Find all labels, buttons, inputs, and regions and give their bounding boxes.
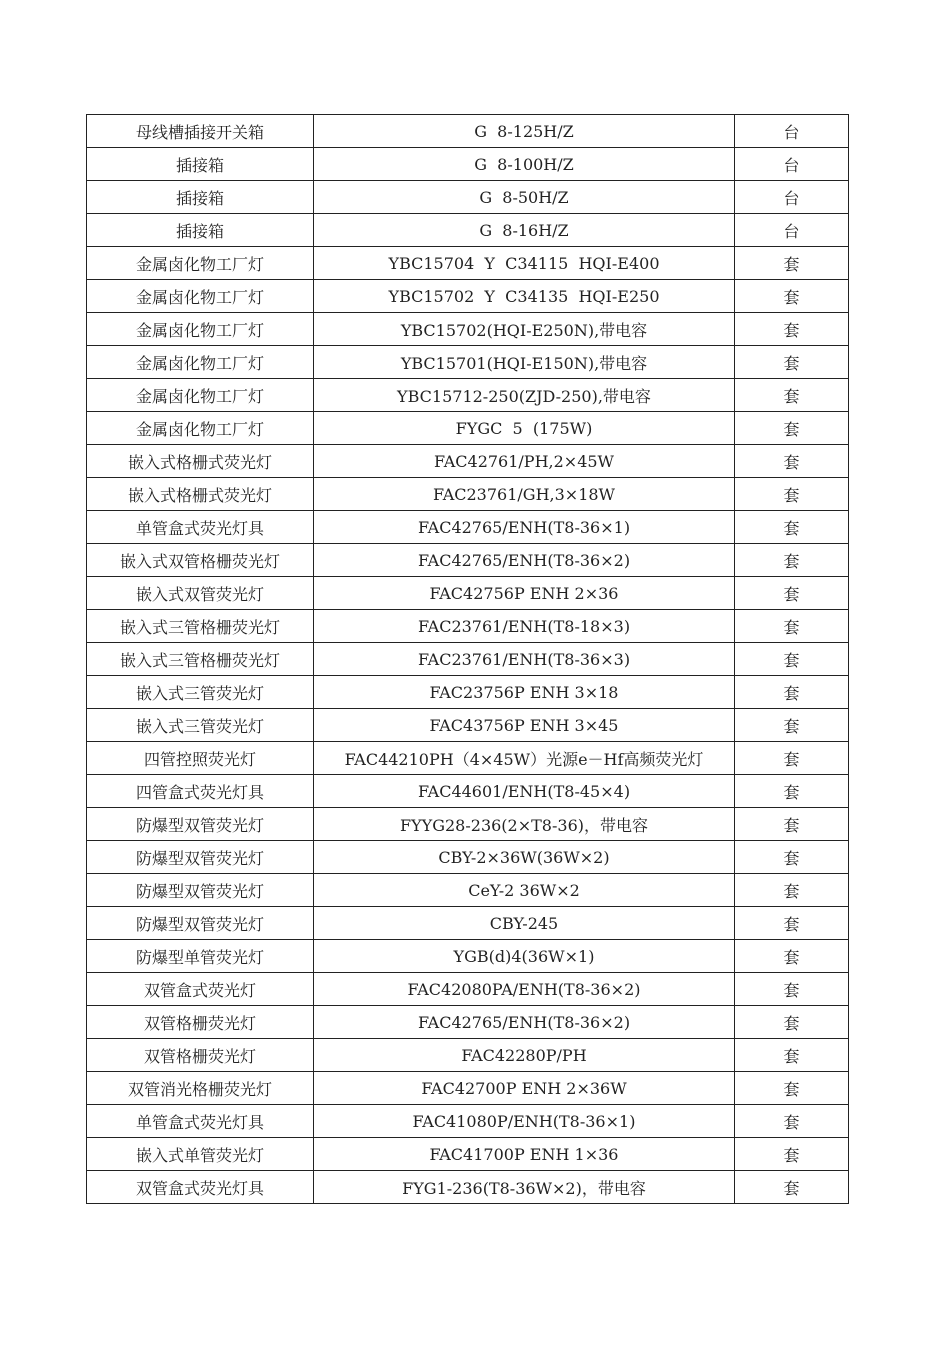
table-row — [87, 247, 849, 280]
model-spec-cell: FAC44601/ENH(T8-45×4) — [314, 775, 735, 808]
table-row — [87, 1006, 849, 1039]
unit-cell: 套 — [735, 643, 849, 676]
model-spec-cell: FAC42765/ENH(T8-36×1) — [314, 511, 735, 544]
model-spec-cell: FAC42756P ENH 2×36 — [314, 577, 735, 610]
item-name-cell: 嵌入式三管格栅荧光灯 — [87, 610, 314, 643]
table-row — [87, 1171, 849, 1204]
table-row — [87, 676, 849, 709]
item-name-cell: 嵌入式格栅式荧光灯 — [87, 445, 314, 478]
item-name-cell: 双管格栅荧光灯 — [87, 1006, 314, 1039]
table-row — [87, 1039, 849, 1072]
item-name-cell: 嵌入式双管格栅荧光灯 — [87, 544, 314, 577]
unit-cell: 套 — [735, 973, 849, 1006]
model-spec-cell: CBY-245 — [314, 907, 735, 940]
model-spec-cell: FAC44210PH（4×45W）光源e－Hf高频荧光灯 — [314, 742, 735, 775]
model-spec-cell: CeY-2 36W×2 — [314, 874, 735, 907]
unit-cell: 套 — [735, 1105, 849, 1138]
unit-cell: 套 — [735, 1072, 849, 1105]
item-name-cell: 防爆型双管荧光灯 — [87, 808, 314, 841]
table-row — [87, 1105, 849, 1138]
model-spec-cell: FAC42700P ENH 2×36W — [314, 1072, 735, 1105]
model-spec-cell: YBC15702 Y C34135 HQI-E250 — [314, 280, 735, 313]
item-name-cell: 金属卤化物工厂灯 — [87, 379, 314, 412]
table-row — [87, 412, 849, 445]
model-spec-cell: FYG1-236(T8-36W×2)，带电容 — [314, 1171, 735, 1204]
unit-cell: 套 — [735, 247, 849, 280]
unit-cell: 套 — [735, 940, 849, 973]
item-name-cell: 嵌入式三管荧光灯 — [87, 709, 314, 742]
item-name-cell: 插接箱 — [87, 214, 314, 247]
model-spec-cell: YBC15701(HQI-E150N),带电容 — [314, 346, 735, 379]
item-name-cell: 双管消光格栅荧光灯 — [87, 1072, 314, 1105]
model-spec-cell: FAC23761/ENH(T8-36×3) — [314, 643, 735, 676]
unit-cell: 套 — [735, 1039, 849, 1072]
table-row — [87, 280, 849, 313]
table-row — [87, 709, 849, 742]
unit-cell: 套 — [735, 445, 849, 478]
item-name-cell: 金属卤化物工厂灯 — [87, 313, 314, 346]
unit-cell: 套 — [735, 379, 849, 412]
model-spec-cell: FAC41080P/ENH(T8-36×1) — [314, 1105, 735, 1138]
unit-cell: 套 — [735, 1006, 849, 1039]
model-spec-cell: FYYG28-236(2×T8-36)，带电容 — [314, 808, 735, 841]
item-name-cell: 防爆型双管荧光灯 — [87, 874, 314, 907]
model-spec-cell: FAC42280P/PH — [314, 1039, 735, 1072]
unit-cell: 套 — [735, 346, 849, 379]
model-spec-cell: FAC42765/ENH(T8-36×2) — [314, 544, 735, 577]
item-name-cell: 防爆型双管荧光灯 — [87, 907, 314, 940]
table-row — [87, 808, 849, 841]
table-row — [87, 115, 849, 148]
table-row — [87, 148, 849, 181]
table-row — [87, 313, 849, 346]
unit-cell: 套 — [735, 610, 849, 643]
unit-cell: 套 — [735, 808, 849, 841]
table-row — [87, 577, 849, 610]
item-name-cell: 四管控照荧光灯 — [87, 742, 314, 775]
unit-cell: 套 — [735, 280, 849, 313]
table-row — [87, 742, 849, 775]
unit-cell: 套 — [735, 709, 849, 742]
unit-cell: 套 — [735, 412, 849, 445]
unit-cell: 台 — [735, 148, 849, 181]
item-name-cell: 母线槽插接开关箱 — [87, 115, 314, 148]
table-body — [87, 115, 849, 1204]
model-spec-cell: FAC23761/ENH(T8-18×3) — [314, 610, 735, 643]
item-name-cell: 四管盒式荧光灯具 — [87, 775, 314, 808]
table-row — [87, 610, 849, 643]
table-row — [87, 1138, 849, 1171]
table-row — [87, 841, 849, 874]
item-name-cell: 金属卤化物工厂灯 — [87, 346, 314, 379]
item-name-cell: 双管格栅荧光灯 — [87, 1039, 314, 1072]
table-row — [87, 346, 849, 379]
model-spec-cell: FAC42080PA/ENH(T8-36×2) — [314, 973, 735, 1006]
table-row — [87, 775, 849, 808]
unit-cell: 套 — [735, 907, 849, 940]
unit-cell: 套 — [735, 874, 849, 907]
model-spec-cell: FAC41700P ENH 1×36 — [314, 1138, 735, 1171]
unit-cell: 套 — [735, 313, 849, 346]
model-spec-cell: YBC15702(HQI-E250N),带电容 — [314, 313, 735, 346]
item-name-cell: 嵌入式三管格栅荧光灯 — [87, 643, 314, 676]
item-name-cell: 防爆型单管荧光灯 — [87, 940, 314, 973]
table-row — [87, 907, 849, 940]
table-row — [87, 214, 849, 247]
model-spec-cell: G 8-100H/Z — [314, 148, 735, 181]
item-name-cell: 嵌入式三管荧光灯 — [87, 676, 314, 709]
model-spec-cell: FAC42761/PH,2×45W — [314, 445, 735, 478]
model-spec-cell: FAC42765/ENH(T8-36×2) — [314, 1006, 735, 1039]
table-row — [87, 544, 849, 577]
unit-cell: 套 — [735, 742, 849, 775]
table-row — [87, 511, 849, 544]
item-name-cell: 金属卤化物工厂灯 — [87, 412, 314, 445]
model-spec-cell: G 8-125H/Z — [314, 115, 735, 148]
equipment-table — [86, 114, 849, 1204]
unit-cell: 台 — [735, 115, 849, 148]
item-name-cell: 嵌入式单管荧光灯 — [87, 1138, 314, 1171]
unit-cell: 套 — [735, 841, 849, 874]
model-spec-cell: YBC15712-250(ZJD-250),带电容 — [314, 379, 735, 412]
unit-cell: 台 — [735, 181, 849, 214]
model-spec-cell: YBC15704 Y C34115 HQI-E400 — [314, 247, 735, 280]
model-spec-cell: YGB(d)4(36W×1) — [314, 940, 735, 973]
item-name-cell: 嵌入式双管荧光灯 — [87, 577, 314, 610]
unit-cell: 套 — [735, 544, 849, 577]
item-name-cell: 防爆型双管荧光灯 — [87, 841, 314, 874]
table-row — [87, 181, 849, 214]
item-name-cell: 金属卤化物工厂灯 — [87, 280, 314, 313]
model-spec-cell: G 8-50H/Z — [314, 181, 735, 214]
item-name-cell: 金属卤化物工厂灯 — [87, 247, 314, 280]
table-row — [87, 1072, 849, 1105]
unit-cell: 套 — [735, 1171, 849, 1204]
item-name-cell: 插接箱 — [87, 181, 314, 214]
item-name-cell: 单管盒式荧光灯具 — [87, 1105, 314, 1138]
unit-cell: 套 — [735, 775, 849, 808]
item-name-cell: 双管盒式荧光灯 — [87, 973, 314, 1006]
table-row — [87, 940, 849, 973]
unit-cell: 套 — [735, 577, 849, 610]
item-name-cell: 插接箱 — [87, 148, 314, 181]
model-spec-cell: FYGC 5 (175W) — [314, 412, 735, 445]
model-spec-cell: FAC43756P ENH 3×45 — [314, 709, 735, 742]
model-spec-cell: CBY-2×36W(36W×2) — [314, 841, 735, 874]
unit-cell: 套 — [735, 511, 849, 544]
item-name-cell: 嵌入式格栅式荧光灯 — [87, 478, 314, 511]
unit-cell: 套 — [735, 676, 849, 709]
model-spec-cell: FAC23756P ENH 3×18 — [314, 676, 735, 709]
unit-cell: 台 — [735, 214, 849, 247]
item-name-cell: 单管盒式荧光灯具 — [87, 511, 314, 544]
unit-cell: 套 — [735, 1138, 849, 1171]
model-spec-cell: FAC23761/GH,3×18W — [314, 478, 735, 511]
table-row — [87, 643, 849, 676]
table-row — [87, 874, 849, 907]
unit-cell: 套 — [735, 478, 849, 511]
table-row — [87, 973, 849, 1006]
table-row — [87, 379, 849, 412]
item-name-cell: 双管盒式荧光灯具 — [87, 1171, 314, 1204]
table-row — [87, 478, 849, 511]
table-row — [87, 445, 849, 478]
model-spec-cell: G 8-16H/Z — [314, 214, 735, 247]
